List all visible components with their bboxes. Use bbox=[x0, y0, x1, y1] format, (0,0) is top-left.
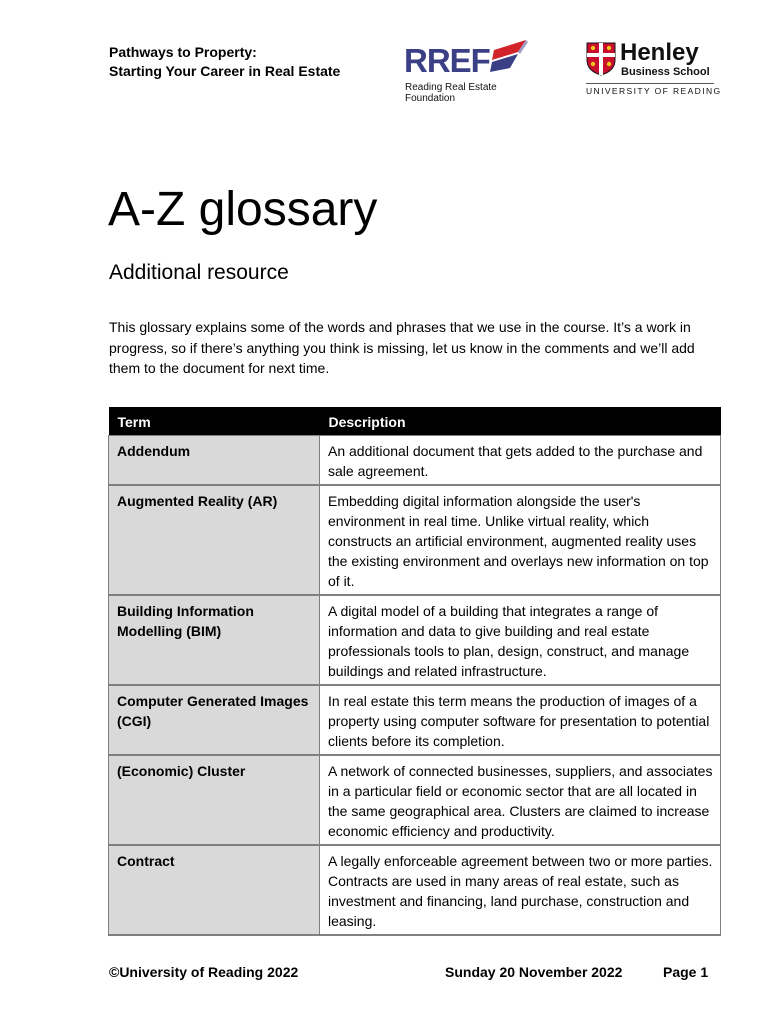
table-row bbox=[109, 485, 721, 595]
table-row bbox=[109, 755, 721, 845]
course-title-line1: Pathways to Property: bbox=[109, 44, 257, 60]
rref-subtitle bbox=[405, 82, 497, 104]
course-title bbox=[109, 43, 340, 81]
table-row bbox=[109, 845, 721, 935]
term-cell: Addendum bbox=[109, 436, 320, 486]
description-cell: Embedding digital information alongside the user's environment in real time. Unlike virtual reality, which constructs an artificial environment, augmented reality uses the existing environment and overlays new information on top of it. bbox=[320, 485, 721, 595]
rref-swoosh-icon bbox=[488, 38, 534, 78]
description-cell: A legally enforceable agreement between two or more parties. Contracts are used in many areas of real estate, such as investment and financing, land purchase, construction and leasing. bbox=[320, 845, 721, 935]
henley-logo bbox=[586, 39, 722, 100]
henley-university: UNIVERSITY OF READING bbox=[586, 86, 722, 96]
description-cell: A network of connected businesses, suppliers, and associates in a particular field or economic sector that are all located in the same geographical area. Clusters are claimed to increase economic efficiency and productivity. bbox=[320, 755, 721, 845]
henley-wordmark: Henley bbox=[620, 39, 699, 66]
table-row bbox=[109, 436, 721, 486]
column-header-description: Description bbox=[320, 407, 721, 436]
page-subtitle: Additional resource bbox=[109, 261, 289, 284]
university-crest-icon bbox=[586, 42, 616, 76]
term-cell: Building Information Modelling (BIM) bbox=[109, 595, 320, 685]
description-cell: A digital model of a building that integrates a range of information and data to give building and real estate professionals tools to plan, design, construct, and manage buildings and related infrastructure. bbox=[320, 595, 721, 685]
term-cell: Contract bbox=[109, 845, 320, 935]
footer-date: Sunday 20 November 2022 bbox=[445, 964, 623, 980]
term-cell: (Economic) Cluster bbox=[109, 755, 320, 845]
column-header-term: Term bbox=[109, 407, 320, 436]
intro-paragraph: This glossary explains some of the words and phrases that we use in the course. It’s a work in progress, so if there’s anything you think is missing, let us know in the comments and we’ll add them to the document for next time. bbox=[109, 319, 695, 376]
table-row bbox=[109, 595, 721, 685]
term-cell: Augmented Reality (AR) bbox=[109, 485, 320, 595]
description-cell: An additional document that gets added to the purchase and sale agreement. bbox=[320, 436, 721, 486]
footer-page-number: Page 1 bbox=[663, 964, 709, 980]
rref-subtitle-line1: Reading Real Estate bbox=[405, 82, 497, 93]
course-title-line2: Starting Your Career in Real Estate bbox=[109, 63, 341, 79]
rref-logo bbox=[404, 38, 534, 108]
description-cell: In real estate this term means the production of images of a property using computer software for presentation to potential clients before its completion. bbox=[320, 685, 721, 755]
henley-subtitle: Business School bbox=[621, 66, 710, 78]
table-header-row bbox=[109, 407, 721, 436]
term-cell: Computer Generated Images (CGI) bbox=[109, 685, 320, 755]
glossary-table bbox=[108, 407, 721, 936]
henley-divider bbox=[586, 83, 714, 84]
table-row bbox=[109, 685, 721, 755]
footer-copyright: ©University of Reading 2022 bbox=[109, 964, 299, 980]
rref-subtitle-line2: Foundation bbox=[405, 93, 456, 104]
page-title: A-Z glossary bbox=[108, 183, 378, 236]
rref-wordmark: RREF bbox=[404, 42, 490, 79]
